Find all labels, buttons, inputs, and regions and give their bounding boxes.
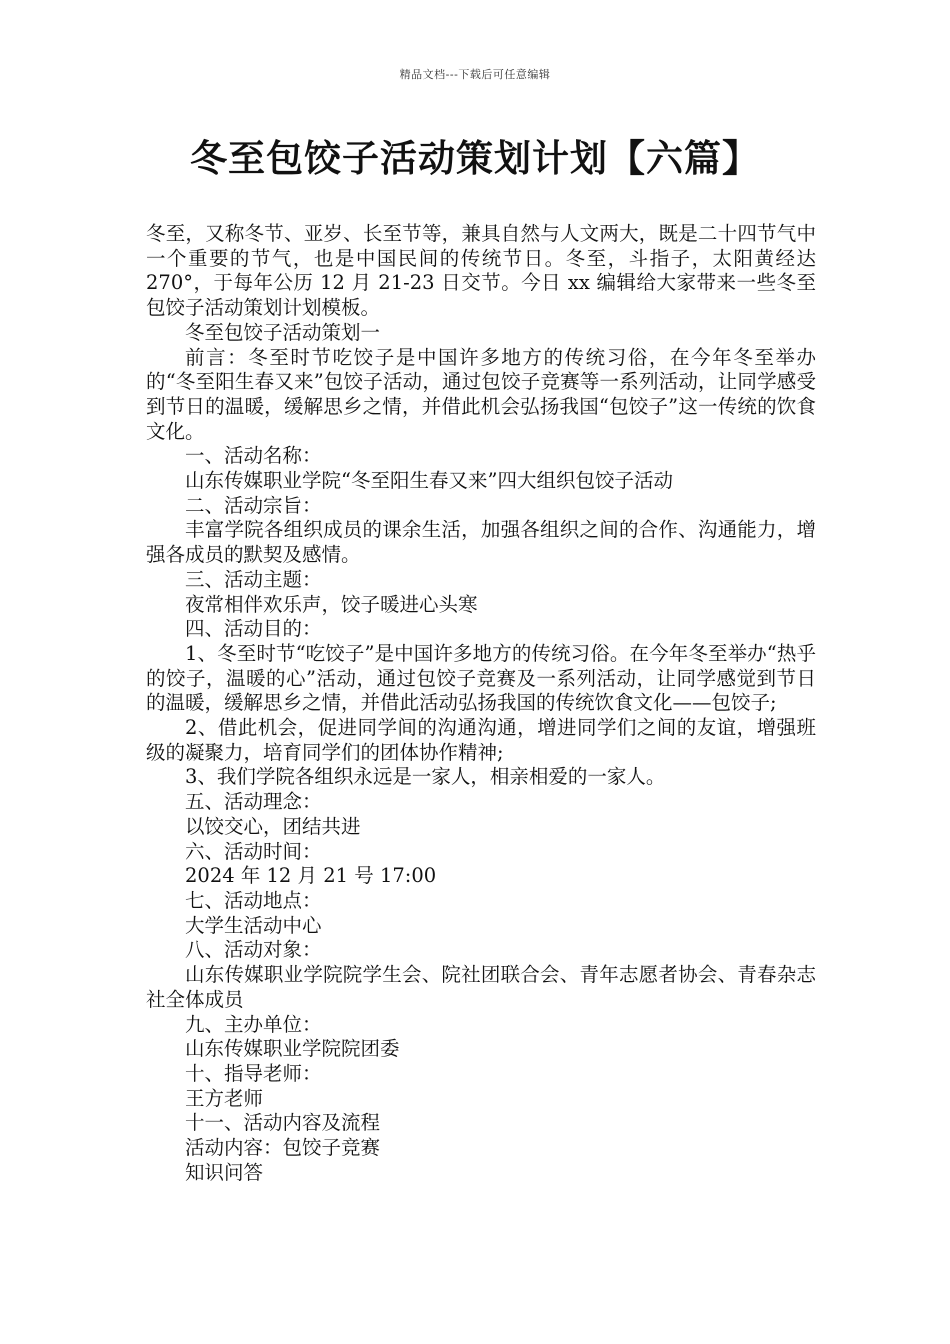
paragraph: 八、活动对象： xyxy=(185,938,322,962)
paragraph: 山东传媒职业学院院团委 xyxy=(185,1037,400,1061)
paragraph: 以饺交心，团结共进 xyxy=(185,814,361,838)
document-body xyxy=(146,222,816,1185)
paragraph: 3、我们学院各组织永远是一家人，相亲相爱的一家人。 xyxy=(185,765,666,789)
paragraph: 2、借此机会，促进同学间的沟通沟通，增进同学们之间的友谊，增强班级的凝聚力，培育同学们的团体协作精神; xyxy=(146,716,816,764)
paragraph: 冬至，又称冬节、亚岁、长至节等，兼具自然与人文两大，既是二十四节气中一个重要的节气，也是中国民间的传统节日。冬至，斗指子，太阳黄经达 270°，于每年公历 12 月 21-23 日交节。今日 xx 编辑给大家带来一些冬至包饺子活动策划计划模板。 xyxy=(146,222,816,320)
paragraph: 五、活动理念： xyxy=(185,790,322,814)
paragraph: 活动内容：包饺子竞赛 xyxy=(185,1136,381,1160)
paragraph: 冬至包饺子活动策划一 xyxy=(185,320,381,344)
paragraph: 十一、活动内容及流程 xyxy=(185,1111,381,1135)
paragraph: 二、活动宗旨： xyxy=(185,493,322,517)
paragraph: 山东传媒职业学院“冬至阳生春又来”四大组织包饺子活动 xyxy=(185,469,673,493)
paragraph: 王方老师 xyxy=(185,1086,264,1110)
paragraph: 夜常相伴欢乐声，饺子暖进心头寒 xyxy=(185,592,478,616)
paragraph: 七、活动地点： xyxy=(185,888,322,912)
paragraph: 四、活动目的： xyxy=(185,617,322,641)
header-note: 精品文档---下载后可任意编辑 xyxy=(399,68,551,81)
paragraph: 2024 年 12 月 21 号 17:00 xyxy=(185,864,437,888)
paragraph: 山东传媒职业学院院学生会、院社团联合会、青年志愿者协会、青春杂志社全体成员 xyxy=(146,963,816,1011)
paragraph: 三、活动主题： xyxy=(185,567,322,591)
document-title: 冬至包饺子活动策划计划【六篇】 xyxy=(190,137,760,180)
paragraph: 1、冬至时节“吃饺子”是中国许多地方的传统习俗。在今年冬至举办“热乎的饺子，温暖的心”活动，通过包饺子竞赛及一系列活动，让同学感觉到节日的温暖，缓解思乡之情，并借此活动弘扬我国的传统饮食文化——包饺子; xyxy=(146,641,816,715)
paragraph: 一、活动名称： xyxy=(185,444,322,468)
paragraph: 前言：冬至时节吃饺子是中国许多地方的传统习俗，在今年冬至举办的“冬至阳生春又来”包饺子活动，通过包饺子竞赛等一系列活动，让同学感受到节日的温暖，缓解思乡之情，并借此机会弘扬我国“包饺子”这一传统的饮食文化。 xyxy=(146,345,816,443)
paragraph: 丰富学院各组织成员的课余生活，加强各组织之间的合作、沟通能力，增强各成员的默契及感情。 xyxy=(146,518,816,567)
paragraph: 九、主办单位： xyxy=(185,1012,322,1036)
paragraph: 大学生活动中心 xyxy=(185,913,322,937)
paragraph: 十、指导老师： xyxy=(185,1061,322,1085)
paragraph: 知识问答 xyxy=(185,1160,264,1184)
paragraph: 六、活动时间： xyxy=(185,839,322,863)
